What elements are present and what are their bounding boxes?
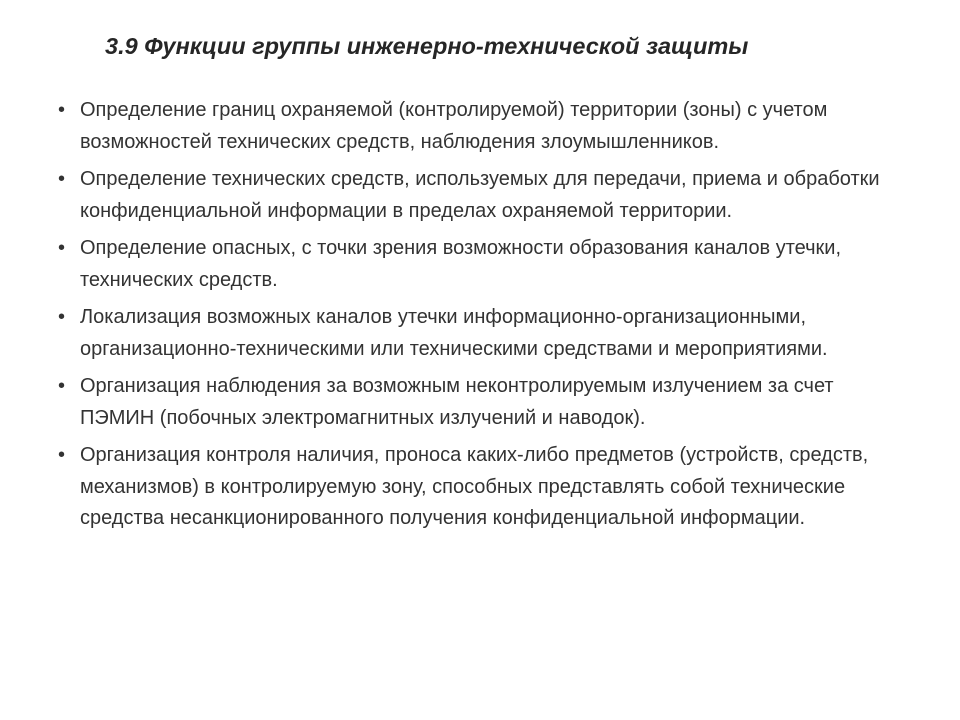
bullet-dot-icon: •	[58, 375, 66, 397]
bullet-text: Организация наблюдения за возможным неконтролируемым излучением за счет ПЭМИН (побочных электромагнитных излучений и наводок).	[80, 375, 834, 429]
bullet-dot-icon: •	[58, 306, 66, 328]
bullet-item	[58, 233, 888, 296]
bullet-text: Организация контроля наличия, проноса каких-либо предметов (устройств, средств, механизмов) в контролируемую зону, способных представлять собой технические средства несанкционированного получения конфиденциальной информации.	[80, 444, 869, 529]
bullet-item	[58, 302, 888, 365]
bullet-item	[58, 95, 888, 158]
bullet-text: Определение опасных, с точки зрения возможности образования каналов утечки, технических средств.	[80, 237, 842, 291]
bullet-text: Локализация возможных каналов утечки информационно-организационными, организационно-техническими или техническими средствами и мероприятиями.	[80, 306, 828, 360]
bullet-item	[58, 371, 888, 434]
bullet-list	[58, 95, 888, 541]
bullet-dot-icon: •	[58, 237, 66, 259]
bullet-dot-icon: •	[58, 444, 66, 466]
bullet-text: Определение границ охраняемой (контролируемой) территории (зоны) с учетом возможностей технических средств, наблюдения злоумышленников.	[80, 99, 828, 153]
bullet-item	[58, 164, 888, 227]
bullet-item	[58, 440, 888, 535]
bullet-dot-icon: •	[58, 99, 66, 121]
bullet-text: Определение технических средств, используемых для передачи, приема и обработки конфиденциальной информации в пределах охраняемой территории.	[80, 168, 880, 222]
slide-title: 3.9 Функции группы инженерно-технической защиты	[105, 33, 749, 59]
bullet-dot-icon: •	[58, 168, 66, 190]
